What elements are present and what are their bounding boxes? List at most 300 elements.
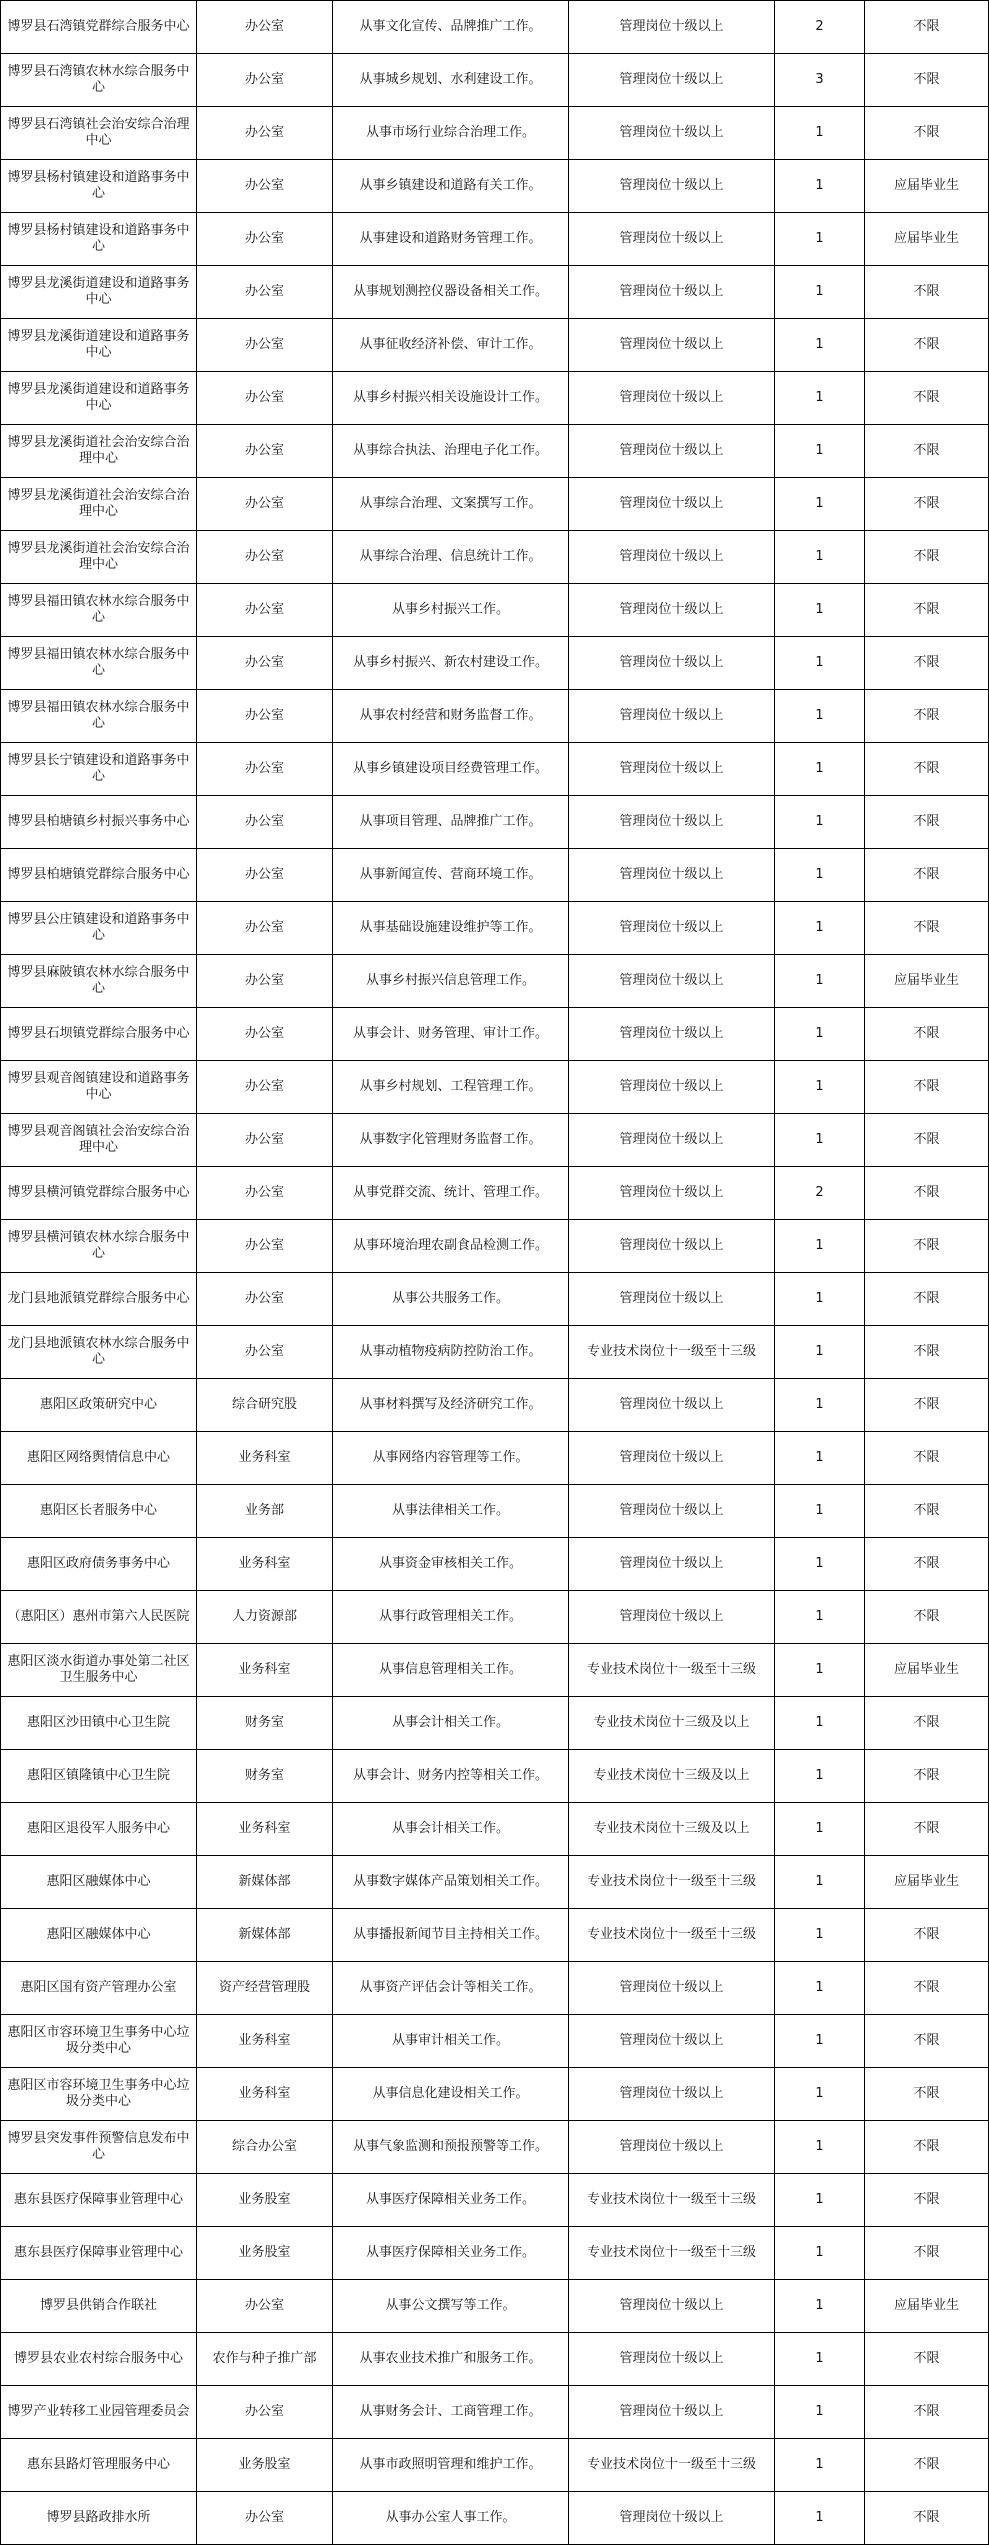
job-description-cell: 从事文化宣传、品牌推广工作。: [333, 1, 569, 54]
employer-unit-cell: 博罗县突发事件预警信息发布中心: [1, 2121, 197, 2174]
department-cell: 业务科室: [197, 1803, 333, 1856]
table-row: [1, 54, 989, 107]
post-level-cell: 管理岗位十级以上: [569, 2492, 775, 2545]
headcount-cell: 1: [775, 955, 865, 1008]
job-description-cell: 从事动植物疫病防控防治工作。: [333, 1326, 569, 1379]
employer-unit-cell: 惠阳区长者服务中心: [1, 1485, 197, 1538]
job-description-cell: 从事建设和道路财务管理工作。: [333, 213, 569, 266]
applicant-type-cell: 应届毕业生: [865, 213, 989, 266]
employer-unit-cell: 博罗县福田镇农林水综合服务中心: [1, 637, 197, 690]
employer-unit-cell: （惠阳区）惠州市第六人民医院: [1, 1591, 197, 1644]
job-description-cell: 从事基础设施建设维护等工作。: [333, 902, 569, 955]
job-description-cell: 从事医疗保障相关业务工作。: [333, 2174, 569, 2227]
applicant-type-cell: 不限: [865, 1, 989, 54]
department-cell: 农作与种子推广部: [197, 2333, 333, 2386]
department-cell: 办公室: [197, 1326, 333, 1379]
applicant-type-cell: 不限: [865, 531, 989, 584]
table-row: [1, 1962, 989, 2015]
post-level-cell: 管理岗位十级以上: [569, 902, 775, 955]
table-row: [1, 2439, 989, 2492]
employer-unit-cell: 博罗产业转移工业园管理委员会: [1, 2386, 197, 2439]
department-cell: 办公室: [197, 1061, 333, 1114]
department-cell: 办公室: [197, 531, 333, 584]
department-cell: 办公室: [197, 584, 333, 637]
table-row: [1, 902, 989, 955]
headcount-cell: 2: [775, 1167, 865, 1220]
table-row: [1, 2333, 989, 2386]
employer-unit-cell: 惠阳区市容环境卫生事务中心垃圾分类中心: [1, 2015, 197, 2068]
job-description-cell: 从事气象监测和预报预警等工作。: [333, 2121, 569, 2174]
employer-unit-cell: 博罗县石坝镇党群综合服务中心: [1, 1008, 197, 1061]
headcount-cell: 1: [775, 1326, 865, 1379]
department-cell: 综合研究股: [197, 1379, 333, 1432]
job-description-cell: 从事播报新闻节目主持相关工作。: [333, 1909, 569, 1962]
job-description-cell: 从事网络内容管理等工作。: [333, 1432, 569, 1485]
table-row: [1, 1, 989, 54]
employer-unit-cell: 博罗县龙溪街道社会治安综合治理中心: [1, 425, 197, 478]
table-row: [1, 2386, 989, 2439]
job-description-cell: 从事审计相关工作。: [333, 2015, 569, 2068]
department-cell: 办公室: [197, 107, 333, 160]
department-cell: 办公室: [197, 2280, 333, 2333]
headcount-cell: 1: [775, 2386, 865, 2439]
applicant-type-cell: 不限: [865, 1591, 989, 1644]
post-level-cell: 管理岗位十级以上: [569, 1008, 775, 1061]
applicant-type-cell: 不限: [865, 1803, 989, 1856]
table-row: [1, 849, 989, 902]
table-row: [1, 213, 989, 266]
headcount-cell: 1: [775, 160, 865, 213]
applicant-type-cell: 不限: [865, 2492, 989, 2545]
table-row: [1, 531, 989, 584]
table-row: [1, 955, 989, 1008]
employer-unit-cell: 博罗县观音阁镇社会治安综合治理中心: [1, 1114, 197, 1167]
job-description-cell: 从事财务会计、工商管理工作。: [333, 2386, 569, 2439]
post-level-cell: 专业技术岗位十一级至十三级: [569, 1326, 775, 1379]
post-level-cell: 专业技术岗位十一级至十三级: [569, 1856, 775, 1909]
post-level-cell: 管理岗位十级以上: [569, 160, 775, 213]
job-description-cell: 从事新闻宣传、营商环境工作。: [333, 849, 569, 902]
employer-unit-cell: 博罗县长宁镇建设和道路事务中心: [1, 743, 197, 796]
department-cell: 办公室: [197, 2492, 333, 2545]
post-level-cell: 管理岗位十级以上: [569, 796, 775, 849]
post-level-cell: 管理岗位十级以上: [569, 1, 775, 54]
table-row: [1, 2121, 989, 2174]
department-cell: 办公室: [197, 1114, 333, 1167]
job-description-cell: 从事城乡规划、水利建设工作。: [333, 54, 569, 107]
department-cell: 业务科室: [197, 1432, 333, 1485]
department-cell: 办公室: [197, 1220, 333, 1273]
department-cell: 办公室: [197, 1167, 333, 1220]
headcount-cell: 1: [775, 213, 865, 266]
applicant-type-cell: 不限: [865, 54, 989, 107]
department-cell: 办公室: [197, 955, 333, 1008]
table-row: [1, 1114, 989, 1167]
applicant-type-cell: 不限: [865, 1909, 989, 1962]
table-row: [1, 1220, 989, 1273]
table-row: [1, 2068, 989, 2121]
department-cell: 综合办公室: [197, 2121, 333, 2174]
job-description-cell: 从事公共服务工作。: [333, 1273, 569, 1326]
applicant-type-cell: 应届毕业生: [865, 1644, 989, 1697]
department-cell: 业务科室: [197, 1644, 333, 1697]
job-description-cell: 从事信息管理相关工作。: [333, 1644, 569, 1697]
department-cell: 办公室: [197, 372, 333, 425]
table-row: [1, 690, 989, 743]
post-level-cell: 管理岗位十级以上: [569, 2068, 775, 2121]
post-level-cell: 管理岗位十级以上: [569, 2280, 775, 2333]
applicant-type-cell: 不限: [865, 1485, 989, 1538]
table-row: [1, 1167, 989, 1220]
post-level-cell: 管理岗位十级以上: [569, 213, 775, 266]
department-cell: 办公室: [197, 637, 333, 690]
post-level-cell: 专业技术岗位十一级至十三级: [569, 2174, 775, 2227]
table-row: [1, 1485, 989, 1538]
table-row: [1, 1697, 989, 1750]
post-level-cell: 管理岗位十级以上: [569, 1167, 775, 1220]
job-description-cell: 从事会计相关工作。: [333, 1803, 569, 1856]
applicant-type-cell: 不限: [865, 1061, 989, 1114]
department-cell: 办公室: [197, 1, 333, 54]
post-level-cell: 管理岗位十级以上: [569, 2386, 775, 2439]
applicant-type-cell: 不限: [865, 107, 989, 160]
table-row: [1, 1379, 989, 1432]
applicant-type-cell: 不限: [865, 2386, 989, 2439]
post-level-cell: 管理岗位十级以上: [569, 1538, 775, 1591]
table-row: [1, 584, 989, 637]
job-description-cell: 从事党群交流、统计、管理工作。: [333, 1167, 569, 1220]
job-description-cell: 从事会计相关工作。: [333, 1697, 569, 1750]
department-cell: 办公室: [197, 266, 333, 319]
employer-unit-cell: 惠阳区沙田镇中心卫生院: [1, 1697, 197, 1750]
job-description-cell: 从事办公室人事工作。: [333, 2492, 569, 2545]
department-cell: 办公室: [197, 213, 333, 266]
department-cell: 财务室: [197, 1697, 333, 1750]
headcount-cell: 1: [775, 637, 865, 690]
table-row: [1, 1644, 989, 1697]
job-description-cell: 从事行政管理相关工作。: [333, 1591, 569, 1644]
department-cell: 业务股室: [197, 2174, 333, 2227]
department-cell: 办公室: [197, 902, 333, 955]
job-description-cell: 从事综合治理、文案撰写工作。: [333, 478, 569, 531]
employer-unit-cell: 博罗县龙溪街道社会治安综合治理中心: [1, 531, 197, 584]
table-row: [1, 637, 989, 690]
applicant-type-cell: 不限: [865, 1008, 989, 1061]
employer-unit-cell: 惠阳区融媒体中心: [1, 1856, 197, 1909]
table-row: [1, 478, 989, 531]
applicant-type-cell: 不限: [865, 1326, 989, 1379]
post-level-cell: 管理岗位十级以上: [569, 425, 775, 478]
headcount-cell: 1: [775, 1803, 865, 1856]
applicant-type-cell: 不限: [865, 266, 989, 319]
employer-unit-cell: 博罗县福田镇农林水综合服务中心: [1, 584, 197, 637]
post-level-cell: 管理岗位十级以上: [569, 372, 775, 425]
applicant-type-cell: 不限: [865, 584, 989, 637]
department-cell: 办公室: [197, 54, 333, 107]
employer-unit-cell: 博罗县龙溪街道建设和道路事务中心: [1, 372, 197, 425]
applicant-type-cell: 应届毕业生: [865, 2280, 989, 2333]
post-level-cell: 管理岗位十级以上: [569, 1962, 775, 2015]
headcount-cell: 1: [775, 2492, 865, 2545]
table-row: [1, 160, 989, 213]
department-cell: 办公室: [197, 425, 333, 478]
post-level-cell: 专业技术岗位十三级及以上: [569, 1750, 775, 1803]
job-description-cell: 从事材料撰写及经济研究工作。: [333, 1379, 569, 1432]
headcount-cell: 1: [775, 478, 865, 531]
post-level-cell: 管理岗位十级以上: [569, 107, 775, 160]
department-cell: 办公室: [197, 849, 333, 902]
job-description-cell: 从事乡村振兴、新农村建设工作。: [333, 637, 569, 690]
applicant-type-cell: 不限: [865, 1538, 989, 1591]
headcount-cell: 1: [775, 1114, 865, 1167]
employer-unit-cell: 博罗县福田镇农林水综合服务中心: [1, 690, 197, 743]
post-level-cell: 管理岗位十级以上: [569, 2333, 775, 2386]
table-row: [1, 743, 989, 796]
applicant-type-cell: 不限: [865, 1962, 989, 2015]
employer-unit-cell: 惠阳区镇隆镇中心卫生院: [1, 1750, 197, 1803]
headcount-cell: 1: [775, 1538, 865, 1591]
employer-unit-cell: 惠阳区淡水街道办事处第二社区卫生服务中心: [1, 1644, 197, 1697]
employer-unit-cell: 博罗县杨村镇建设和道路事务中心: [1, 213, 197, 266]
applicant-type-cell: 应届毕业生: [865, 955, 989, 1008]
job-description-cell: 从事征收经济补偿、审计工作。: [333, 319, 569, 372]
headcount-cell: 1: [775, 1008, 865, 1061]
department-cell: 办公室: [197, 743, 333, 796]
employer-unit-cell: 龙门县地派镇农林水综合服务中心: [1, 1326, 197, 1379]
headcount-cell: 1: [775, 2174, 865, 2227]
headcount-cell: 1: [775, 266, 865, 319]
applicant-type-cell: 不限: [865, 1750, 989, 1803]
department-cell: 办公室: [197, 319, 333, 372]
department-cell: 新媒体部: [197, 1909, 333, 1962]
job-description-cell: 从事乡镇建设项目经费管理工作。: [333, 743, 569, 796]
headcount-cell: 1: [775, 690, 865, 743]
employer-unit-cell: 博罗县供销合作联社: [1, 2280, 197, 2333]
post-level-cell: 管理岗位十级以上: [569, 1273, 775, 1326]
department-cell: 业务科室: [197, 1538, 333, 1591]
department-cell: 办公室: [197, 478, 333, 531]
department-cell: 业务部: [197, 1485, 333, 1538]
department-cell: 办公室: [197, 690, 333, 743]
applicant-type-cell: 不限: [865, 849, 989, 902]
job-description-cell: 从事法律相关工作。: [333, 1485, 569, 1538]
job-description-cell: 从事信息化建设相关工作。: [333, 2068, 569, 2121]
post-level-cell: 管理岗位十级以上: [569, 1061, 775, 1114]
headcount-cell: 1: [775, 1697, 865, 1750]
employer-unit-cell: 惠东县医疗保障事业管理中心: [1, 2174, 197, 2227]
post-level-cell: 管理岗位十级以上: [569, 1220, 775, 1273]
employer-unit-cell: 博罗县龙溪街道建设和道路事务中心: [1, 319, 197, 372]
applicant-type-cell: 应届毕业生: [865, 1856, 989, 1909]
applicant-type-cell: 不限: [865, 1379, 989, 1432]
applicant-type-cell: 不限: [865, 743, 989, 796]
headcount-cell: 1: [775, 849, 865, 902]
job-description-cell: 从事综合治理、信息统计工作。: [333, 531, 569, 584]
department-cell: 办公室: [197, 2386, 333, 2439]
employer-unit-cell: 博罗县石湾镇党群综合服务中心: [1, 1, 197, 54]
post-level-cell: 管理岗位十级以上: [569, 584, 775, 637]
post-level-cell: 管理岗位十级以上: [569, 743, 775, 796]
employer-unit-cell: 博罗县龙溪街道社会治安综合治理中心: [1, 478, 197, 531]
employer-unit-cell: 博罗县路政排水所: [1, 2492, 197, 2545]
post-level-cell: 管理岗位十级以上: [569, 1379, 775, 1432]
applicant-type-cell: 不限: [865, 902, 989, 955]
headcount-cell: 1: [775, 1061, 865, 1114]
headcount-cell: 1: [775, 1909, 865, 1962]
job-description-cell: 从事乡村振兴相关设施设计工作。: [333, 372, 569, 425]
table-row: [1, 1326, 989, 1379]
applicant-type-cell: 不限: [865, 2227, 989, 2280]
table-row: [1, 1856, 989, 1909]
job-description-cell: 从事市政照明管理和维护工作。: [333, 2439, 569, 2492]
table-row: [1, 319, 989, 372]
employer-unit-cell: 惠东县路灯管理服务中心: [1, 2439, 197, 2492]
headcount-cell: 1: [775, 372, 865, 425]
employer-unit-cell: 博罗县横河镇农林水综合服务中心: [1, 1220, 197, 1273]
headcount-cell: 1: [775, 1644, 865, 1697]
headcount-cell: 1: [775, 1750, 865, 1803]
applicant-type-cell: 不限: [865, 1273, 989, 1326]
post-level-cell: 管理岗位十级以上: [569, 1591, 775, 1644]
table-row: [1, 1432, 989, 1485]
headcount-cell: 3: [775, 54, 865, 107]
job-description-cell: 从事资产评估会计等相关工作。: [333, 1962, 569, 2015]
job-description-cell: 从事会计、财务内控等相关工作。: [333, 1750, 569, 1803]
applicant-type-cell: 不限: [865, 637, 989, 690]
table-row: [1, 2174, 989, 2227]
headcount-cell: 1: [775, 1856, 865, 1909]
table-row: [1, 1538, 989, 1591]
job-description-cell: 从事项目管理、品牌推广工作。: [333, 796, 569, 849]
table-row: [1, 107, 989, 160]
post-level-cell: 管理岗位十级以上: [569, 531, 775, 584]
headcount-cell: 1: [775, 2068, 865, 2121]
applicant-type-cell: 不限: [865, 690, 989, 743]
employer-unit-cell: 惠东县医疗保障事业管理中心: [1, 2227, 197, 2280]
department-cell: 人力资源部: [197, 1591, 333, 1644]
department-cell: 办公室: [197, 1008, 333, 1061]
employer-unit-cell: 博罗县石湾镇农林水综合服务中心: [1, 54, 197, 107]
employer-unit-cell: 博罗县柏塘镇党群综合服务中心: [1, 849, 197, 902]
table-row: [1, 796, 989, 849]
table-row: [1, 1273, 989, 1326]
headcount-cell: 1: [775, 1962, 865, 2015]
post-level-cell: 管理岗位十级以上: [569, 2121, 775, 2174]
headcount-cell: 1: [775, 902, 865, 955]
post-level-cell: 管理岗位十级以上: [569, 319, 775, 372]
headcount-cell: 1: [775, 425, 865, 478]
headcount-cell: 2: [775, 1, 865, 54]
department-cell: 办公室: [197, 1273, 333, 1326]
employer-unit-cell: 博罗县龙溪街道建设和道路事务中心: [1, 266, 197, 319]
employer-unit-cell: 博罗县农业农村综合服务中心: [1, 2333, 197, 2386]
post-level-cell: 管理岗位十级以上: [569, 1114, 775, 1167]
job-description-cell: 从事乡村振兴工作。: [333, 584, 569, 637]
table-row: [1, 1061, 989, 1114]
headcount-cell: 1: [775, 2333, 865, 2386]
job-description-cell: 从事市场行业综合治理工作。: [333, 107, 569, 160]
post-level-cell: 专业技术岗位十三级及以上: [569, 1803, 775, 1856]
headcount-cell: 1: [775, 1379, 865, 1432]
post-level-cell: 管理岗位十级以上: [569, 1432, 775, 1485]
employer-unit-cell: 博罗县石湾镇社会治安综合治理中心: [1, 107, 197, 160]
applicant-type-cell: 不限: [865, 1114, 989, 1167]
employer-unit-cell: 惠阳区市容环境卫生事务中心垃圾分类中心: [1, 2068, 197, 2121]
headcount-cell: 1: [775, 2280, 865, 2333]
headcount-cell: 1: [775, 1591, 865, 1644]
employer-unit-cell: 博罗县柏塘镇乡村振兴事务中心: [1, 796, 197, 849]
department-cell: 办公室: [197, 796, 333, 849]
table-row: [1, 266, 989, 319]
headcount-cell: 1: [775, 1273, 865, 1326]
applicant-type-cell: 不限: [865, 319, 989, 372]
applicant-type-cell: 不限: [865, 2174, 989, 2227]
job-description-cell: 从事农村经营和财务监督工作。: [333, 690, 569, 743]
job-description-cell: 从事乡镇建设和道路有关工作。: [333, 160, 569, 213]
headcount-cell: 1: [775, 1485, 865, 1538]
headcount-cell: 1: [775, 1432, 865, 1485]
post-level-cell: 管理岗位十级以上: [569, 266, 775, 319]
headcount-cell: 1: [775, 743, 865, 796]
employer-unit-cell: 博罗县横河镇党群综合服务中心: [1, 1167, 197, 1220]
employer-unit-cell: 博罗县麻陂镇农林水综合服务中心: [1, 955, 197, 1008]
post-level-cell: 管理岗位十级以上: [569, 849, 775, 902]
job-description-cell: 从事数字媒体产品策划相关工作。: [333, 1856, 569, 1909]
table-row: [1, 1803, 989, 1856]
table-row: [1, 1750, 989, 1803]
applicant-type-cell: 应届毕业生: [865, 160, 989, 213]
post-level-cell: 管理岗位十级以上: [569, 955, 775, 1008]
post-level-cell: 专业技术岗位十一级至十三级: [569, 1909, 775, 1962]
applicant-type-cell: 不限: [865, 1432, 989, 1485]
post-level-cell: 管理岗位十级以上: [569, 1485, 775, 1538]
applicant-type-cell: 不限: [865, 1220, 989, 1273]
applicant-type-cell: 不限: [865, 372, 989, 425]
headcount-cell: 1: [775, 1220, 865, 1273]
employer-unit-cell: 惠阳区政策研究中心: [1, 1379, 197, 1432]
headcount-cell: 1: [775, 107, 865, 160]
job-description-cell: 从事农业技术推广和服务工作。: [333, 2333, 569, 2386]
post-level-cell: 专业技术岗位十一级至十三级: [569, 1644, 775, 1697]
job-description-cell: 从事会计、财务管理、审计工作。: [333, 1008, 569, 1061]
applicant-type-cell: 不限: [865, 2121, 989, 2174]
table-row: [1, 2492, 989, 2545]
headcount-cell: 1: [775, 531, 865, 584]
employer-unit-cell: 龙门县地派镇党群综合服务中心: [1, 1273, 197, 1326]
department-cell: 财务室: [197, 1750, 333, 1803]
department-cell: 新媒体部: [197, 1856, 333, 1909]
table-row: [1, 1591, 989, 1644]
department-cell: 业务股室: [197, 2227, 333, 2280]
table-row: [1, 372, 989, 425]
table-row: [1, 2015, 989, 2068]
headcount-cell: 1: [775, 2439, 865, 2492]
headcount-cell: 1: [775, 584, 865, 637]
job-description-cell: 从事乡村振兴信息管理工作。: [333, 955, 569, 1008]
applicant-type-cell: 不限: [865, 2068, 989, 2121]
post-level-cell: 管理岗位十级以上: [569, 637, 775, 690]
employer-unit-cell: 惠阳区融媒体中心: [1, 1909, 197, 1962]
table-body: [1, 1, 989, 2545]
post-level-cell: 专业技术岗位十三级及以上: [569, 1697, 775, 1750]
table-row: [1, 2227, 989, 2280]
headcount-cell: 1: [775, 2015, 865, 2068]
job-description-cell: 从事规划测控仪器设备相关工作。: [333, 266, 569, 319]
job-description-cell: 从事医疗保障相关业务工作。: [333, 2227, 569, 2280]
department-cell: 办公室: [197, 160, 333, 213]
job-description-cell: 从事乡村规划、工程管理工作。: [333, 1061, 569, 1114]
headcount-cell: 1: [775, 796, 865, 849]
